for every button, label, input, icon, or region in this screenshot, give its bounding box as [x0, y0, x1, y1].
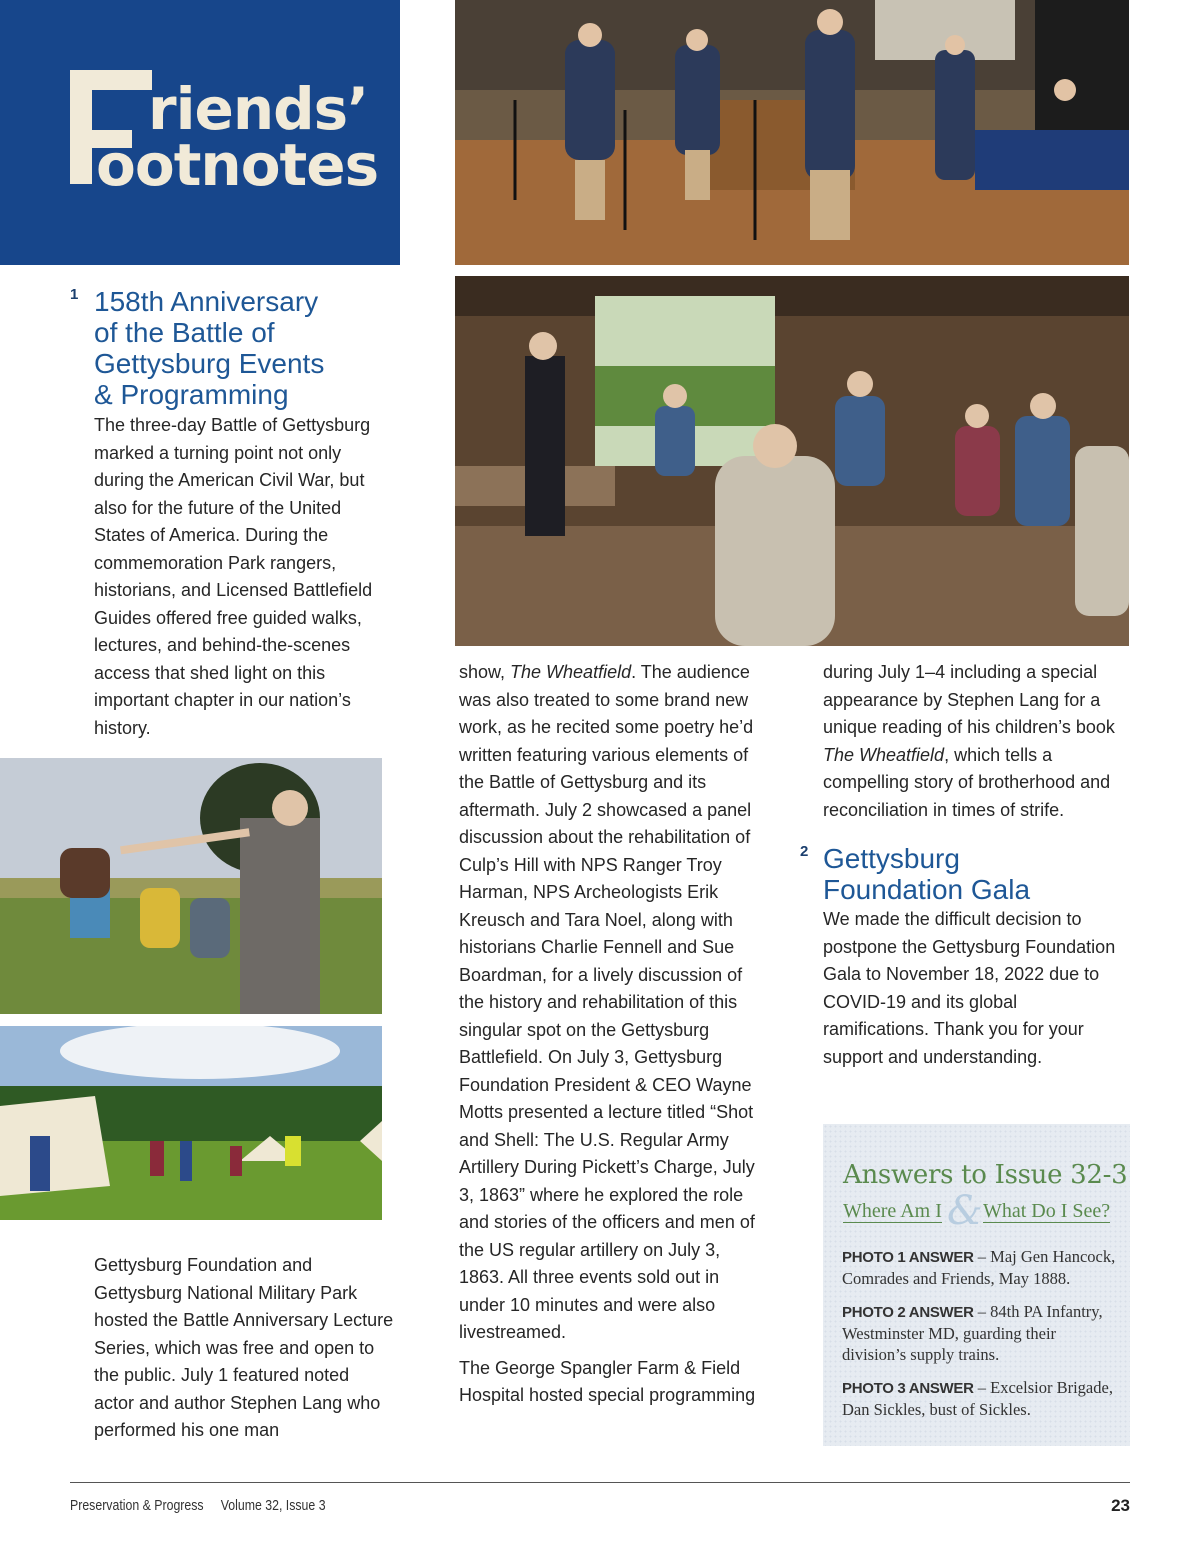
wheatfield-title: The Wheatfield	[510, 662, 632, 682]
issue-label: Volume 32, Issue 3	[220, 1498, 326, 1514]
publication-name: Preservation & Progress	[70, 1498, 204, 1514]
article2-heading-line: Gettysburg	[823, 843, 960, 874]
answer-label: PHOTO 1 ANSWER	[842, 1249, 974, 1266]
footer-rule	[70, 1482, 1130, 1483]
photo-living-history-encampment	[0, 1026, 382, 1220]
answers-ampersand: &	[947, 1188, 983, 1234]
answer-text: – 84th PA Infantry, Westminster MD, guarding their division’s supply trains.	[842, 1302, 1103, 1364]
article2-body: We made the difficult decision to postpone the Gettysburg Foundation Gala to November 18, 2022 due to COVID-19 and its global ramifications. Thank you for your support and understanding.	[823, 909, 1116, 1067]
article1-number: 1	[70, 286, 79, 303]
answers-box	[823, 1124, 1130, 1446]
answers-sub-what-do-i-see: What Do I See?	[983, 1200, 1111, 1222]
masthead-line2: ootnotes	[96, 131, 379, 199]
article1-col2-para-b: The George Spangler Farm & Field Hospital hosted special programming	[459, 1357, 756, 1405]
article1-heading-line: 158th Anniversary	[94, 286, 319, 317]
article1-col3-para	[823, 659, 1123, 824]
article1-heading-line: & Programming	[94, 379, 289, 410]
text-span: during July 1–4 including a special appearance by Stephen Lang for a unique reading of his children’s book	[823, 662, 1115, 737]
article1-col2-para-a	[459, 659, 769, 1347]
article1-heading	[94, 286, 414, 410]
answer-item	[842, 1377, 1122, 1420]
answer-text: – Maj Gen Hancock, Comrades and Friends, May 1888.	[842, 1247, 1116, 1288]
answer-item	[842, 1301, 1122, 1365]
text-span: show,	[459, 662, 511, 682]
answer-text: – Excelsior Brigade, Dan Sickles, bust of Sickles.	[842, 1378, 1113, 1419]
article2-heading-line: Foundation Gala	[823, 874, 1031, 905]
article1-heading-line: Gettysburg Events	[94, 348, 325, 379]
article1-intro: The three-day Battle of Gettysburg marked a turning point not only during the American Civil War, but also for the future of the United States of America. During the commemoration Park rangers, historians, and Licensed Battlefield Guides offered free guided walks, lectures, and behind-the-scenes access that shed light on this important chapter in our nation’s history.	[94, 415, 373, 738]
answer-label: PHOTO 3 ANSWER	[842, 1380, 974, 1397]
photo-ranger-guided-walk	[0, 758, 382, 1014]
masthead-line1: riends’	[148, 75, 369, 143]
masthead-f-bar-top	[70, 70, 152, 90]
photo-barn-reading	[455, 276, 1129, 646]
footer-publication	[70, 1498, 326, 1514]
answer-label: PHOTO 2 ANSWER	[842, 1304, 974, 1321]
article1-col2	[459, 659, 769, 1410]
article2-heading	[823, 843, 1123, 905]
article1-heading-line: of the Battle of	[94, 317, 275, 348]
article1-col1-para: Gettysburg Foundation and Gettysburg National Military Park hosted the Battle Anniversary Lecture Series, which was free and open to the public. July 1 featured noted actor and author Stephen Lang who performed his one man	[94, 1255, 394, 1440]
answer-item	[842, 1246, 1122, 1289]
wheatfield-title: The Wheatfield	[823, 744, 945, 765]
article2-number: 2	[800, 843, 809, 860]
page-number: 23	[1111, 1496, 1130, 1515]
photo-visitor-center-book-signing	[455, 0, 1129, 265]
text-span: . The audience was also treated to some brand new work, as he recited some poetry he’d written featuring various elements of the Battle of Gettysburg and its aftermath. July 2 showcased a panel discussion about the rehabilitation of Culp’s Hill with NPS Ranger Troy Harman, NPS Archeologists Erik Kreusch and Tara Noel, along with historians Charlie Fennell and Sue Boardman, for a lively discussion of the history and rehabilitation of this singular spot on the Gettysburg Battlefield. On July 3, Gettysburg Foundation President & CEO Wayne Motts presented a lecture titled “Shot and Shell: The U.S. Regular Army Artillery During Pickett’s Charge, July 3, 1863” where he explored the role and stories of the officers and men of the US regular artillery on July 3, 1863. All three events sold out in under 10 minutes and were also livestreamed.	[459, 662, 755, 1342]
answers-title: Answers to Issue 32-3	[843, 1160, 1128, 1190]
text-span: , which tells a compelling story of brotherhood and reconciliation in times of strife.	[823, 744, 1111, 820]
answers-sub-where-am-i: Where Am I	[843, 1200, 942, 1222]
masthead	[0, 0, 400, 265]
